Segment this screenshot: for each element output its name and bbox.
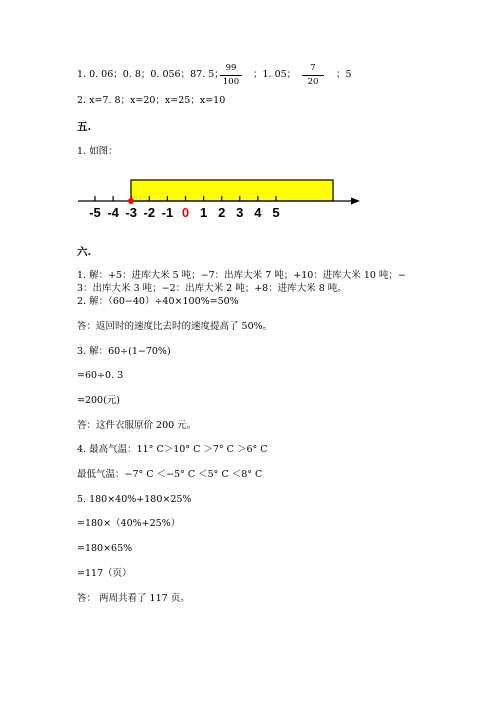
- fraction-denominator: 100: [222, 77, 240, 87]
- tick-label: 2: [218, 205, 226, 220]
- axis-arrow-icon: [351, 198, 360, 205]
- fraction-7-20: [302, 63, 324, 88]
- answer-line-6-2-ans: 答：返回时的速度比去时的速度提高了 50%。: [77, 321, 273, 332]
- fraction-bar: [220, 75, 242, 76]
- answer-line-6-5-s3: =117（页）: [77, 568, 132, 579]
- answer-line-6-1a: 1. 解：+5：进库大米 5 吨；−7：出库大米 7 吨；+10：进库大米 10 吨；−: [77, 270, 406, 281]
- tick-label: -4: [107, 205, 119, 220]
- answer-line-6-5-s2: =180×65%: [77, 543, 133, 554]
- fraction-numerator: 7: [310, 63, 316, 73]
- answer-line-6-5-ans: 答： 两周共看了 117 页。: [77, 593, 190, 604]
- answer-line-6-3-s2: =200(元): [77, 395, 121, 406]
- answer-text: 1. 0. 06；0. 8；0. 056；87. 5；: [77, 69, 224, 80]
- highlighted-interval: [131, 180, 333, 201]
- answer-line-6-1b: 3：出库大米 3 吨；−2：出库大米 2 吨；+8：进库大米 8 吨。: [77, 283, 347, 294]
- section-heading-5: 五.: [77, 121, 92, 133]
- fraction-denominator: 20: [307, 77, 319, 87]
- tick-label: -1: [161, 205, 174, 220]
- answer-line-6-4-high: 4. 最高气温：11° C＞10° C ＞7° C ＞6° C: [77, 444, 268, 455]
- section-heading-6: 六.: [77, 246, 92, 258]
- tick-label: 3: [236, 205, 244, 220]
- answer-line-4-2: 2. x=7. 8；x=20；x=25；x=10: [77, 95, 226, 106]
- fraction-bar: [302, 75, 324, 76]
- tick-label: 5: [272, 205, 280, 220]
- answer-line-4-1: [77, 69, 224, 81]
- answer-line-6-5-s1: =180×（40%+25%）: [77, 518, 181, 529]
- answer-line-4-1c: [336, 69, 352, 81]
- answer-text: ；5: [336, 69, 352, 80]
- tick-label: 4: [254, 205, 262, 220]
- answer-line-4-1b: [253, 69, 296, 81]
- fraction-numerator: 99: [225, 63, 237, 73]
- answer-line-6-2: 2. 解：（60−40）÷40×100%=50%: [77, 296, 239, 307]
- tick-label: -3: [125, 205, 137, 220]
- start-point-dot: [128, 198, 134, 204]
- tick-label: -5: [89, 205, 101, 220]
- answer-text: ；1. 05；: [253, 69, 297, 80]
- number-line-figure: [0, 172, 500, 232]
- tick-label: 1: [199, 205, 208, 220]
- fraction-99-100: [220, 63, 242, 88]
- answer-line-5-1: 1. 如图：: [77, 146, 118, 157]
- answer-line-6-5: 5. 180×40%+180×25%: [77, 494, 192, 505]
- tick-label: -2: [143, 205, 156, 220]
- answer-line-6-3-ans: 答：这件衣服原价 200 元。: [77, 420, 197, 431]
- answer-line-6-4-low: 最低气温：−7° C ＜−5° C ＜5° C ＜8° C: [77, 469, 263, 480]
- answer-line-6-3-s1: =60÷0. 3: [77, 370, 124, 381]
- tick-label: 0: [181, 205, 190, 220]
- answer-line-6-3: 3. 解：60÷(1−70%): [77, 346, 171, 357]
